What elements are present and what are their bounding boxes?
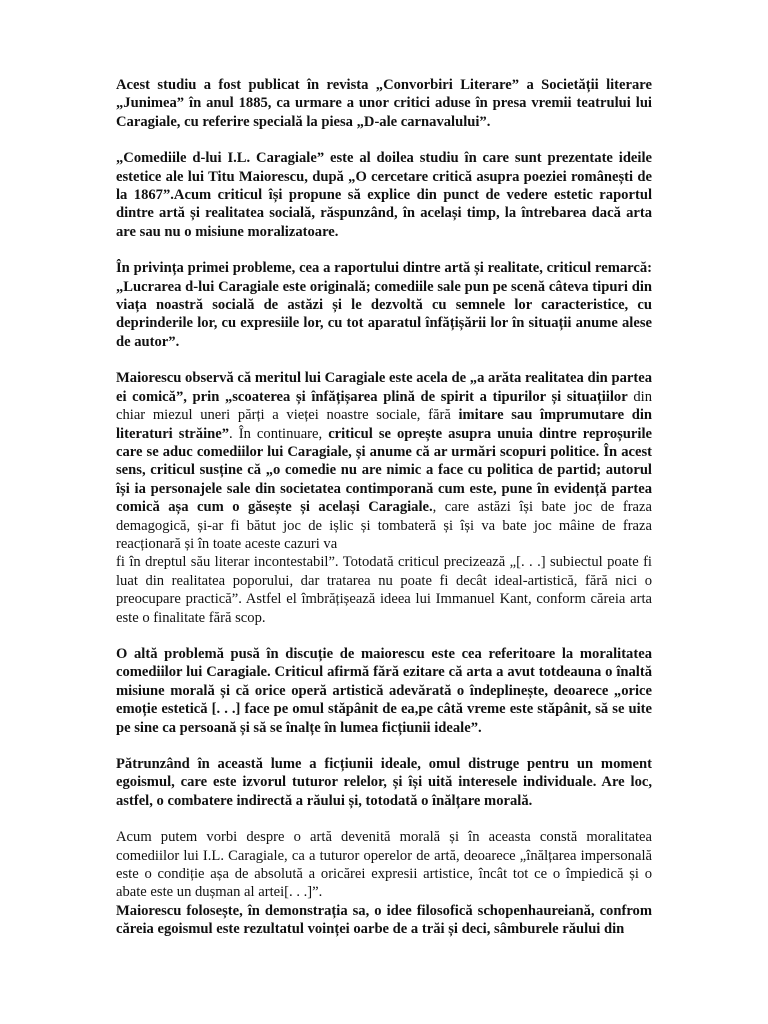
comic-merit-text-3: imitare sau împrumutare din literaturi străine” [116,407,652,442]
comic-merit-text-5: criticul se oprește asupra unuia dintre reproșurile care se aduc comediilor lui Caragiale, și anume că ar urmări scopuri politice. În acest sens, criticul susține că „o comedie nu are nimic a face cu politica de partid; autorul își ia personajele sale din societatea contimporană cum este, pune în evidență partea comică așa cum o găsește și același Caragiale. [116,425,652,516]
comic-merit-text-4: . În continuare, [229,425,329,442]
paragraph-schopenhauer: Maiorescu folosește, în demonstrația sa, o idee filosofică schopenhaureiană, confrom căreia egoismul este rezultatul voinței oarbe de a trăi și deci, sâmburele răului din [116,902,652,938]
comic-merit-text-1: Maiorescu observă că meritul lui Caragiale este acela de „a arăta realitatea din partea ei comică”, prin „scoaterea și înfățișarea plină de spirit a tipurilor și situațiilor [116,370,652,405]
paragraph-literary-right: fi în dreptul său literar incontestabil”. Totodată criticul precizează „[. . .] subiectul poate fi luat din realitatea poporului, dar tratarea nu poate fi decât ideal-artistică, fără nici o preocupare practică”. Astfel el îmbrățișează ideea lui Immanuel Kant, conform căreia arta este o finalitate fără scop. [116,554,652,626]
paragraph-art-reality: În privința primei probleme, cea a raportului dintre artă și realitate, criticul remarcă: „Lucrarea d-lui Caragiale este originală; comediile sale pun pe scenă câteva tipuri din viața noastră socială de astăzi și le dezvoltă cu semnele lor caracteristice, cu deprinderile lor, cu expresiile lor, cu tot aparatul înfățișării lor în situații anume alese de autor”. [116,260,652,350]
paragraph-publication-note: Acest studiu a fost publicat în revista „Convorbiri Literare” a Societății literare „Junimea” în anul 1885, ca urmare a unor critici aduse în presa vremii teatrului lui Caragiale, cu referire specială la piesa „D-ale carnavalului”. [116,77,652,130]
paragraph-morality: O altă problemă pusă în discuție de maiorescu este cea referitoare la moralitatea comediilor lui Caragiale. Criticul afirmă fără ezitare că arta a avut totdeauna o înaltă misiune morală și că orice operă artistică adevărată o îndeplinește, deoarece „orice emoție estetică [. . .] face pe omul stăpânit de ea,pe câtă vreme este stăpânit, să se uite pe sine ca persoană și să se înalțe în lumea ficțiunii ideale”. [116,645,652,736]
paragraph-comic-merit [116,369,652,553]
document-body [116,76,652,939]
comic-merit-text-6: , care astăzi își bate joc de fraza demagogică, și-ar fi bătut joc de ișlic și tombateră și își va bate joc mâine de fraza reacționară și în toate aceste cazuri va [116,499,652,552]
paragraph-study-intro: „Comediile d-lui I.L. Caragiale” este al doilea studiu în care sunt prezentate ideile estetice ale lui Titu Maiorescu, după „O cercetare critică asupra poeziei românești de la 1867”.Acum criticul își propune să explice din punct de vedere estetic raportul dintre artă și realitatea socială, răspunzând, în același timp, la întrebarea dacă arta are sau nu o misiune moralizatoare. [116,150,652,240]
paragraph-ideal-fiction: Pătrunzând în această lume a ficțiunii ideale, omul distruge pentru un moment egoismul, care este izvorul tuturor relelor, și își uită interesele individuale. Are loc, astfel, o combatere indirectă a răului și, totodată o înălțare morală. [116,756,652,809]
paragraph-moral-art: Acum putem vorbi despre o artă devenită morală și în aceasta constă moralitatea comediilor lui I.L. Caragiale, ca a tuturor operelor de artă, deoarece „înălțarea impersonală este o condiție așa de absolută a oricărei expresii artistice, încât tot ce o împiedică și o abate este un dușman al artei[. . .]”. [116,829,652,901]
comic-merit-text-2: din chiar miezul uneri părți a vieței noastre sociale, fără [116,388,653,424]
